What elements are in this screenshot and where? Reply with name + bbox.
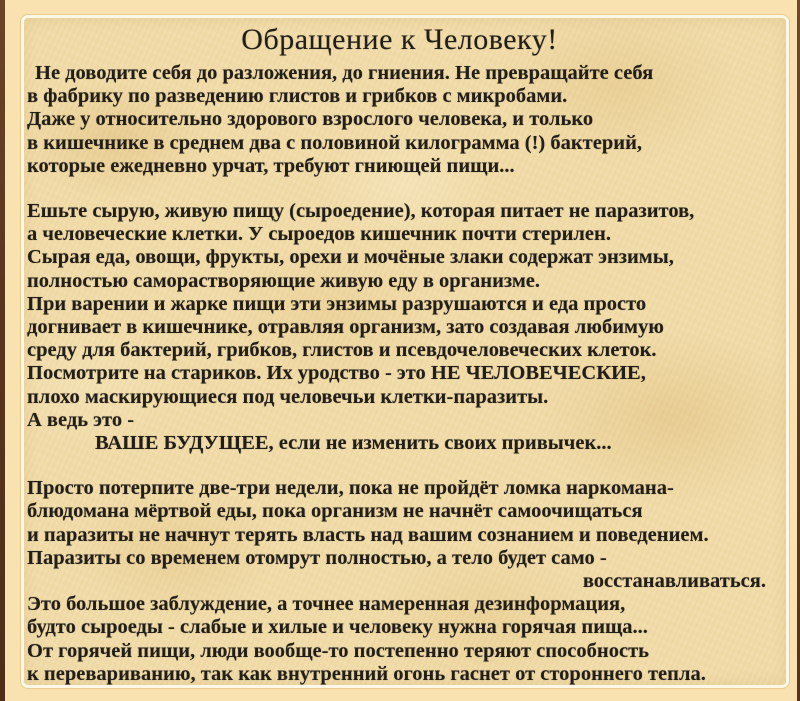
- text-line: полностью саморастворяющие живую еду в организме.: [27, 269, 541, 292]
- text-line: ВАШЕ БУДУЩЕЕ, если не изменить своих привычек...: [95, 432, 612, 455]
- photo-dark-edge-left: [0, 0, 5, 701]
- text-line: плохо маскирующиеся под человечьи клетки-паразиты.: [27, 385, 549, 408]
- text-line: Ешьте сырую, живую пищу (сыроедение), которая питает не паразитов,: [27, 200, 695, 223]
- text-line: догнивает в кишечнике, отравляя организм, зато создавая любимую: [27, 316, 664, 339]
- text-line: От горячей пищи, люди вообще-то постепенно теряют способность: [27, 639, 649, 662]
- text-line: блюдомана мёртвой еды, пока организм не начнёт самоочищаться: [27, 500, 643, 523]
- text-line: А ведь это -: [27, 408, 135, 431]
- text-line: в кишечнике в среднем два с половиной килограмма (!) бактерий,: [27, 131, 642, 154]
- blank-line: [27, 455, 772, 477]
- text-line: и паразиты не начнут терять власть над вашим сознанием и поведением.: [27, 523, 709, 546]
- text-line: Сырая еда, овощи, фрукты, орехи и мочёные злаки содержат энзимы,: [27, 246, 674, 269]
- text-line: будто сыроеды - слабые и хилые и человеку нужна горячая пища...: [27, 616, 648, 639]
- text-line: Не доводите себя до разложения, до гниения. Не превращайте себя: [35, 62, 654, 84]
- text-line: Даже у относительно здорового взрослого человека, и только: [27, 108, 594, 131]
- text-line: Посмотрите на стариков. Их уродство - это НЕ ЧЕЛОВЕЧЕСКИЕ,: [27, 362, 646, 385]
- text-line: При варении и жарке пищи эти энзимы разрушаются и еда просто: [27, 292, 647, 315]
- text-line: среду для бактерий, грибков, глистов и псевдочеловеческих клеток.: [27, 339, 657, 362]
- poster-title: Обращение к Человеку!: [241, 23, 558, 56]
- text-line: Это большое заблуждение, а точнее намеренная дезинформация,: [27, 593, 626, 616]
- text-line: в фабрику по разведению глистов и грибков с микробами.: [27, 85, 568, 108]
- text-line: Паразиты со временем отомрут полностью, а тело будет само -: [27, 546, 607, 569]
- text-line: Просто потерпите две-три недели, пока не пройдёт ломка наркомана-: [27, 477, 674, 500]
- poster-paper: [21, 15, 789, 688]
- text-line: к перевариванию, так как внутренний огонь гаснет от стороннего тепла.: [27, 662, 706, 685]
- text-line: а человеческие клетки. У сыроедов кишечник почти стерилен.: [27, 223, 611, 246]
- text-line: восстанавливаться.: [582, 570, 766, 593]
- text-line: которые ежедневно урчат, требуют гниющей пищи...: [27, 154, 515, 177]
- blank-line: [27, 178, 772, 200]
